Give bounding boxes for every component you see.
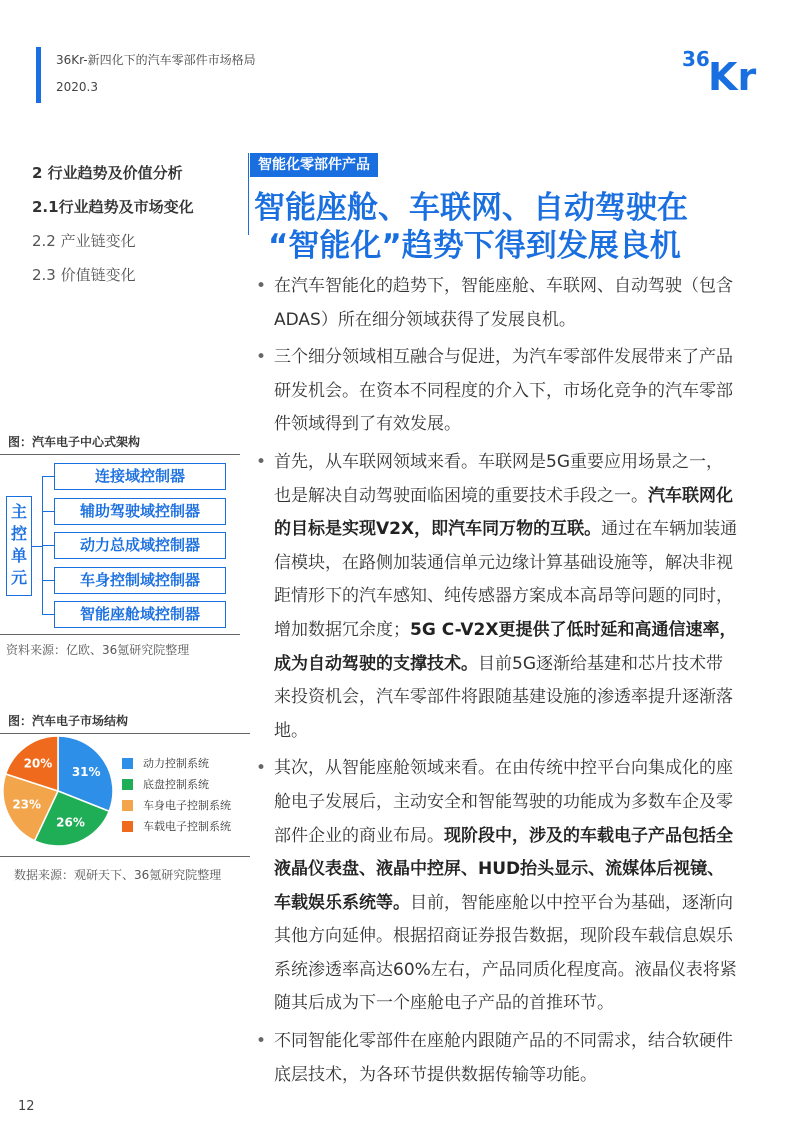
legend-item (122, 758, 231, 769)
legend-label: 动力控制系统 (143, 757, 209, 770)
figure2-source: 数据来源：观研天下、36氪研究院整理 (14, 868, 222, 882)
paragraph-text: 目前，智能座舱以中控平台为基础，逐渐向其他方向延伸。根据招商证券报告数据，现阶段车载信息娱乐系统渗透率高达60%左右，产品同质化程度高。液晶仪表将紧随其后成为下一个座舱电子产品的首推环节。 (274, 892, 737, 1014)
main-unit-char: 控 (10, 524, 27, 543)
svg-text:Kr: Kr (708, 55, 757, 94)
bullet-icon: • (256, 276, 267, 296)
pie-chart (0, 730, 120, 860)
paragraph-text: 三个细分领域相互融合与促进，为汽车零部件发展带来了产品研发机会。在资本不同程度的介入下，市场化竞争的汽车零部件领域得到了有效发展。 (274, 347, 733, 435)
domain-controller-box: 连接域控制器 (54, 463, 226, 490)
table-of-contents (32, 164, 194, 300)
bullet-paragraph (250, 270, 738, 337)
headline-line-1: 智能座舱、车联网、自动驾驶在 (254, 190, 688, 226)
legend-swatch (122, 800, 133, 811)
connector-line (42, 545, 54, 546)
domain-controller-box: 辅助驾驶域控制器 (54, 498, 226, 525)
legend-item (122, 821, 231, 832)
headline-line-2: “智能化”趋势下得到发展良机 (268, 228, 681, 264)
connector-line (42, 476, 54, 477)
bullet-icon: • (256, 451, 267, 472)
legend-swatch (122, 821, 133, 832)
paragraph-bold-text: 5G C-V2X更提供了低时延和高通信速率，成为自动驾驶的支撑技术。 (274, 619, 737, 674)
figure2-title: 图：汽车电子市场结构 (8, 714, 129, 728)
pie-slice-label: 31% (71, 764, 101, 779)
header-accent-bar (36, 47, 41, 103)
connector-line (42, 580, 54, 581)
paragraph-text: 不同智能化零部件在座舱内跟随产品的不同需求，结合软硬件底层技术，为各环节提供数据传输等功能。 (274, 1031, 733, 1085)
legend-label: 车载电子控制系统 (143, 820, 231, 833)
paragraph-text: 其次，从智能座舱领域来看。在由传统中控平台向集成化的座舱电子发展后，主动安全和智能驾驶的功能成为多数车企及零部件企业的商业布局。 (274, 758, 733, 846)
chart-legend (122, 758, 231, 842)
pie-slice-label: 20% (23, 756, 53, 771)
main-unit-char: 元 (10, 568, 27, 587)
bullet-icon: • (256, 758, 267, 779)
figure2-bottom-rule (0, 856, 250, 857)
legend-label: 车身电子控制系统 (143, 799, 231, 812)
bullet-paragraph (250, 1025, 738, 1092)
report-date: 2020.3 (56, 80, 98, 94)
paragraph-bold-text: 现阶段中，涉及的车载电子产品包括全液晶仪表盘、液晶中控屏、HUD抬头显示、流媒体后视镜、车载娱乐系统等。 (274, 825, 733, 913)
toc-item[interactable]: 2 行业趋势及价值分析 (32, 164, 183, 182)
domain-controller-box: 智能座舱域控制器 (54, 601, 226, 628)
main-unit-char: 主 (10, 502, 27, 521)
connector-line (32, 546, 42, 547)
bullet-icon: • (256, 1031, 267, 1052)
legend-swatch (122, 779, 133, 790)
pie-slice-label: 26% (56, 815, 85, 830)
legend-swatch (122, 758, 133, 769)
section-headline (254, 189, 774, 265)
figure1-title: 图：汽车电子中心式架构 (8, 435, 141, 449)
domain-controller-box: 车身控制域控制器 (54, 567, 226, 594)
section-tag: 智能化零部件产品 (250, 153, 378, 177)
36kr-logo (682, 44, 766, 94)
paragraph-text: 首先，从车联网领域来看。车联网是5G重要应用场景之一，也是解决自动驾驶面临困境的重要技术手段之一。 (274, 451, 723, 506)
paragraph-text: 在汽车智能化的趋势下，智能座舱、车联网、自动驾驶（包含ADAS）所在细分领域获得了发展良机。 (274, 276, 733, 330)
legend-item (122, 779, 231, 790)
legend-item (122, 800, 231, 811)
toc-item[interactable]: 2.3 价值链变化 (32, 266, 136, 284)
legend-label: 底盘控制系统 (143, 778, 209, 791)
toc-item[interactable]: 2.2 产业链变化 (32, 232, 136, 250)
section-divider (248, 153, 249, 235)
bullet-icon: • (256, 347, 267, 368)
paragraph-bold-text: 汽车联网化的目标是实现V2X，即汽车同万物的互联。 (274, 485, 733, 540)
market-structure-chart (0, 730, 250, 860)
svg-text:36: 36 (682, 47, 710, 71)
connector-line (42, 614, 54, 615)
report-title: 36Kr-新四化下的汽车零部件市场格局 (56, 53, 256, 67)
architecture-diagram (0, 452, 240, 632)
connector-line (42, 511, 54, 512)
bullet-paragraph (250, 341, 738, 442)
bullet-paragraph (250, 446, 738, 748)
paragraph-text: 通过在车辆加装通信模块，在路侧加装通信单元边缘计算基础设施等，解决非视距情形下的汽车感知、纯传感器方案成本高昂等问题的同时，增加数据冗余度； (274, 519, 738, 640)
page-number: 12 (18, 1099, 35, 1114)
domain-controller-box: 动力总成域控制器 (54, 532, 226, 559)
main-unit-char: 单 (10, 546, 27, 565)
figure1-source: 资料来源：亿欧、36氪研究院整理 (6, 643, 190, 657)
toc-item-active[interactable]: 2.1行业趋势及市场变化 (32, 198, 194, 216)
paragraph-text: 目前5G逐渐给基建和芯片技术带来投资机会，汽车零部件将跟随基建设施的渗透率提升逐渐落地。 (274, 653, 733, 741)
main-control-unit (6, 496, 32, 596)
figure1-bottom-rule (0, 634, 240, 635)
body-text (250, 270, 738, 1096)
pie-slice-label: 23% (12, 797, 42, 812)
bullet-paragraph (250, 752, 738, 1021)
